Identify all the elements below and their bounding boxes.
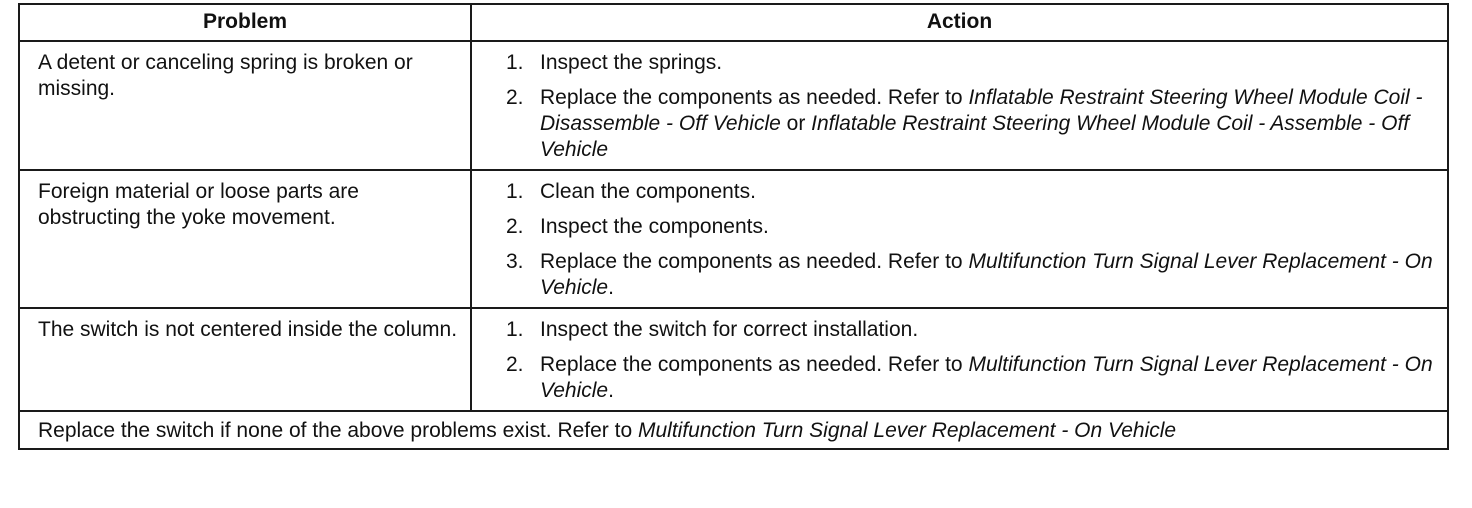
step-text — [540, 249, 1437, 301]
summary-cell — [19, 411, 1448, 449]
step-text — [540, 214, 1437, 240]
problem-cell: Foreign material or loose parts are obstructing the yoke movement. — [19, 170, 471, 308]
step-text — [540, 317, 1437, 343]
refer-to-text: Refer to — [882, 353, 969, 376]
step-instruction: Replace the components as needed. — [540, 86, 883, 109]
summary-text: Replace the switch if none of the above problems exist. Refer to — [38, 419, 638, 442]
step-number: 2. — [506, 86, 524, 109]
step-number: 1. — [506, 51, 524, 74]
step-text — [540, 50, 1437, 76]
table-row — [19, 308, 1448, 411]
procedure-reference-link[interactable]: Inflatable Restraint Steering Wheel Module Coil - Assemble - Off Vehicle — [540, 112, 1410, 161]
action-steps — [506, 317, 1437, 404]
step-text — [540, 85, 1437, 163]
step-instruction: Inspect the components. — [540, 215, 769, 238]
step-instruction: Replace the components as needed. — [540, 250, 883, 273]
step-number: 3. — [506, 250, 524, 273]
step-instruction: Inspect the springs. — [540, 51, 723, 74]
action-step — [506, 352, 1437, 404]
troubleshooting-table — [18, 3, 1449, 450]
action-step — [506, 214, 1437, 240]
action-steps — [506, 179, 1437, 301]
action-steps — [506, 50, 1437, 163]
refer-to-text: Refer to — [882, 86, 969, 109]
procedure-reference-link[interactable]: Multifunction Turn Signal Lever Replacement - On Vehicle — [540, 353, 1433, 402]
problem-cell: The switch is not centered inside the column. — [19, 308, 471, 411]
step-text — [540, 352, 1437, 404]
procedure-reference-link[interactable]: Multifunction Turn Signal Lever Replacement - On Vehicle — [540, 250, 1433, 299]
step-instruction: Clean the components. — [540, 180, 756, 203]
action-cell — [471, 41, 1448, 170]
step-instruction: Inspect the switch for correct installation. — [540, 318, 919, 341]
action-cell — [471, 308, 1448, 411]
procedure-reference-link[interactable]: Multifunction Turn Signal Lever Replacement - On Vehicle — [638, 419, 1177, 442]
table-row — [19, 41, 1448, 170]
problem-cell: A detent or canceling spring is broken or missing. — [19, 41, 471, 170]
action-step — [506, 85, 1437, 163]
step-number: 2. — [506, 353, 524, 376]
refer-to-text: Refer to — [882, 250, 969, 273]
step-instruction: Replace the components as needed. — [540, 353, 883, 376]
action-cell — [471, 170, 1448, 308]
step-number: 1. — [506, 180, 524, 203]
step-text — [540, 179, 1437, 205]
step-number: 1. — [506, 318, 524, 341]
table-row — [19, 170, 1448, 308]
reference-separator: or — [780, 112, 812, 135]
troubleshooting-table-container — [18, 3, 1449, 450]
header-row — [19, 4, 1448, 41]
reference-period: . — [608, 379, 614, 402]
step-number: 2. — [506, 215, 524, 238]
action-column-header: Action — [471, 4, 1448, 41]
summary-row — [19, 411, 1448, 449]
procedure-reference-link[interactable]: Inflatable Restraint Steering Wheel Module Coil - Disassemble - Off Vehicle — [540, 86, 1423, 135]
action-step — [506, 179, 1437, 205]
problem-column-header: Problem — [19, 4, 471, 41]
action-step — [506, 317, 1437, 343]
action-step — [506, 249, 1437, 301]
reference-period: . — [608, 276, 614, 299]
action-step — [506, 50, 1437, 76]
